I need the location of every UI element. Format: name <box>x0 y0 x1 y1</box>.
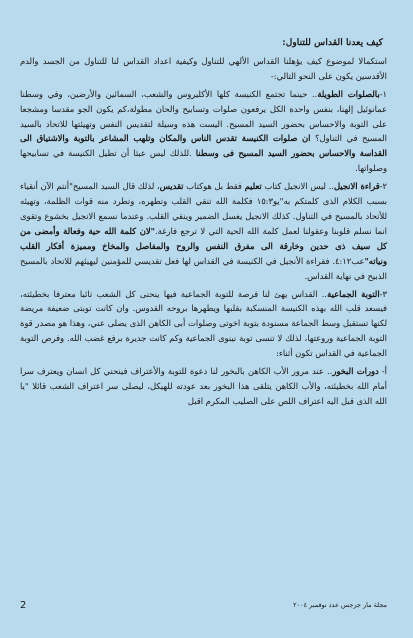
magazine-info: مجلة مار جرجس عدد نوفمبر ٢٠٠٤ <box>293 601 387 609</box>
page-number: 2 <box>20 599 27 611</box>
text-run: أ- <box>378 366 387 377</box>
text-run: استكمالا لموضوع كيف يؤهلنا القداس الألهي للتناول وكيفية اعداد القداس لنا للتناول من الجسد والدم الأقدسين يكون على النحو التالي:- <box>20 55 387 81</box>
bold-text: التوبة الجماعية <box>327 288 380 299</box>
bold-text: تقديس <box>159 181 184 192</box>
text-run: .. ليس الانجيل كتاب <box>261 181 334 192</box>
text-run: ٢- <box>379 181 387 192</box>
paragraph-p2 <box>20 179 387 283</box>
article-heading: كيف يعدنا القداس للتناول: <box>282 37 383 48</box>
text-run: فقط بل هوكتاب <box>183 181 245 192</box>
bold-text: تعليم <box>244 181 262 192</box>
paragraph-p4 <box>20 364 387 409</box>
text-run: ، لذلك قال السيد المسيح"أنتم الآن أنقياء بسبب الكلام الذى كلمتكم به"يو١٥:٣ فكلمة الله تنقي القلب وتطهره، وتطرد منه قوات الظلمة، وتهيئه للأتحاد بالمسيح في التناول. كذلك الانجيل يغسل الضمير وينقي القلب. وعندما نسمع الانجيل بخشوع وتقوى انما نسلم قلوبنا وعقولنا لعمل كلمة الله الحية التي لا ترجع فارغة. <box>20 181 387 236</box>
paragraph-p1 <box>20 87 387 176</box>
paragraph-intro <box>20 54 387 84</box>
paragraph-p3 <box>20 287 387 362</box>
text-run: .للذلك ليس عبثا أن تطيل الكنيسة في تسابيحها وصلواتها. <box>20 148 387 174</box>
text-run: ١- <box>379 88 387 99</box>
text-run: .. القداس يهئ لنا فرصة للتوبة الجماعية فيها ينحنى كل الشعب تائبا معترفا بخطيئته، فيسعد قلب الله بهذه الكنيسة المنسكبة بقلبها ويطهرها بروحه القدوس. وان كانت توبتى ضعيفة مريضة لكنها تستقبل وسط الجماعة مسنودة بتوبة اخوتى وصلوات أبى الكاهن الذى يصلى عني، وهذا هو مصدر قوة التوبة الجماعية وروعتها، لذلك لا تنسى توبة نينوى الجماعية وكم كانت جديرة برفع غضب الله. وفرص التوبة الجماعية في القداس تكون أثناء: <box>20 288 387 359</box>
bold-text: دورات البخور <box>332 366 379 377</box>
bold-text: بالصلوات الطويلة <box>317 88 380 99</box>
text-run: .. حينما تجتمع الكنيسة كلها الأكليروس والشعب، السمائين والأرضين، وفي وسطنا عمانوئيل إلهنا، بنفس واحدة الكل يرفعون صلوات وتسابيح والحان مطولة،كم يكون الجو مقدسا ومشجعا على التوبة والاحساس بحضور السيد المسيح. اليست هذه وسيلة لتقديس النفس وتهيئتها للاتحاد بالسيد المسيح في التناول؟ <box>20 88 388 144</box>
bold-text: ان صلوات الكنيسة تقدس الناس والمكان وتلهب المشاعر بالتوبة والاشتياق الى القداسة والاحساس بحضور السيد المسيح فى وسطنا <box>20 133 387 159</box>
text-run: .. عند مرور الأب الكاهن بالبخور لنا دعوة للتوبة والأعتراف فينحني كل انسان ويعترف سرا أمام الله بخطيئته، والأب الكاهن يتلقى هذا البخور بعد عودته للهيكل، ليصلى سر اعتراف الشعب قائلا "يا الله الذى قبل اليه اعتراف اللص على الصليب المكرم اقبل <box>20 366 387 406</box>
bold-text: "لان كلمة الله حية وفعالة وأمضى من كل سيف ذى حدين وخارقة الى مفرق النفس والروح والمفاصل والمخاخ ومميزة أفكار القلب ونياته" <box>20 225 387 266</box>
text-run: عب٤:١٢. فقراءة الأنجيل في الكنيسة في القداس لها فعل تقديسي للمؤمنين ليهيئهم للاتحاد بالمسيح الذبيح في نهاية القداس. <box>20 255 387 281</box>
paragraphs-container <box>20 54 387 409</box>
article-body <box>20 36 387 409</box>
bold-text: قراءة الانجيل <box>333 181 380 192</box>
page-footer <box>20 598 387 612</box>
text-run: ٣- <box>379 288 387 299</box>
